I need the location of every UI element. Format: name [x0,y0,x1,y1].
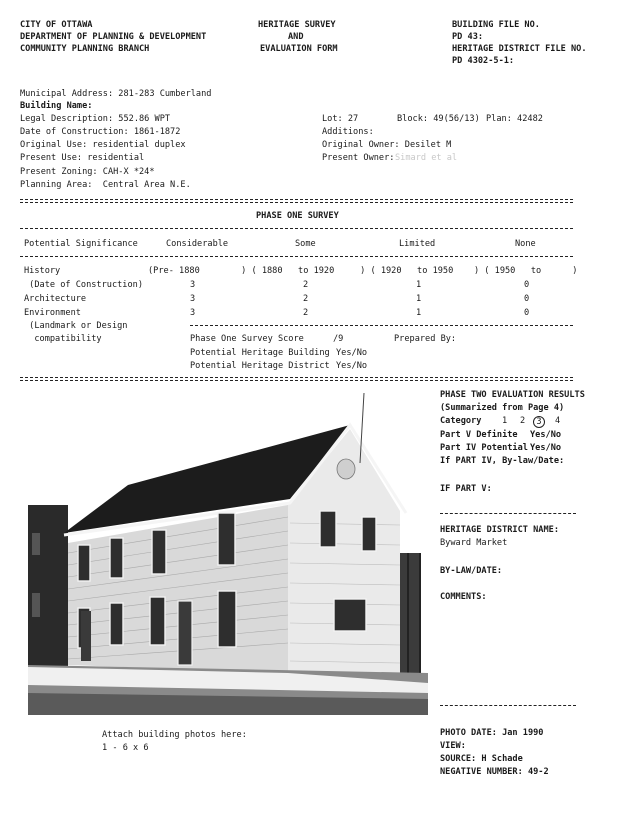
branch-name: COMMUNITY PLANNING BRANCH [20,44,150,54]
bylaw-date: BY-LAW/DATE: [440,566,503,576]
row-label: (Date of Construction) [24,280,143,290]
attach-photos: Attach building photos here: [102,730,247,740]
if-part-iv: If PART IV, By-law/Date: [440,456,565,466]
form-title-2: AND [288,32,304,42]
original-owner: Original Owner: Desilet M [322,140,452,150]
category-option-1: 1 [502,416,508,426]
compatibility-label: compatibility [24,334,102,344]
building-name: Building Name: [20,101,93,111]
original-use: Original Use: residential duplex [20,140,186,150]
lot: Lot: 27 [322,114,359,124]
category-selected-3: 3 [533,416,545,428]
row-label: Environment [24,308,81,318]
additions: Additions: [322,127,374,137]
score-some: 2 [303,294,309,304]
negative-number: NEGATIVE NUMBER: 49-2 [440,767,549,777]
divider [20,377,573,381]
score-some: 2 [303,280,309,290]
category-option-4: 4 [555,416,561,426]
view: VIEW: [440,741,466,751]
block: Block: 49(56/13) [397,114,480,124]
building-file-number: PD 43: [452,32,484,42]
potential-district-label: Potential Heritage District [190,361,330,371]
divider [20,228,573,229]
building-photo [28,393,428,715]
plan: Plan: 42482 [486,114,543,124]
part-v-yesno: Yes/No [530,430,562,440]
divider [20,199,573,203]
if-part-v: IF PART V: [440,484,492,494]
source: SOURCE: H Schade [440,754,523,764]
category-label: Category [440,416,482,426]
photo-size: 1 - 6 x 6 [102,743,149,753]
potential-building-label: Potential Heritage Building [190,348,330,358]
score-limited: 1 [416,294,422,304]
phase-two-summary: (Summarized from Page 4) [440,403,565,413]
phase-two-title: PHASE TWO EVALUATION RESULTS [440,390,585,400]
present-owner: Present Owner: [322,153,395,163]
score-none: 0 [524,280,530,290]
divider [20,256,573,257]
col-limited: Limited [399,239,436,249]
district-file-number: PD 4302-5-1: [452,56,515,66]
score-some: 2 [303,308,309,318]
score-considerable: 3 [190,294,196,304]
planning-area: Planning Area: Central Area N.E. [20,180,191,190]
score-considerable: 3 [190,280,196,290]
form-title-1: HERITAGE SURVEY [258,20,336,30]
row-label: Architecture [24,294,87,304]
divider [440,513,576,514]
score-none: 0 [524,294,530,304]
score-limited: 1 [416,308,422,318]
category-option-3 [533,416,545,428]
landmark-label: (Landmark or Design [24,321,128,331]
part-iv-label: Part IV Potential [440,443,528,453]
potential-building-yesno: Yes/No [336,348,368,358]
history-ranges: (Pre- 1880 ) ( 1880 to 1920 ) ( 1920 to 1950 ) ( 1950 to ) [148,266,578,276]
divider [190,325,573,326]
district-name-label: HERITAGE DISTRICT NAME: [440,525,559,535]
category-option-2: 2 [520,416,526,426]
district-file-label: HERITAGE DISTRICT FILE NO. [452,44,587,54]
score-none: 0 [524,308,530,318]
part-iv-yesno: Yes/No [530,443,562,453]
score-value: /9 [333,334,344,344]
present-owner-value: Simard et al [395,153,458,163]
part-v-label: Part V Definite [440,430,518,440]
present-use: Present Use: residential [20,153,145,163]
date-of-construction: Date of Construction: 1861-1872 [20,127,181,137]
department-name: DEPARTMENT OF PLANNING & DEVELOPMENT [20,32,207,42]
divider [440,705,576,706]
score-limited: 1 [416,280,422,290]
col-considerable: Considerable [166,239,229,249]
comments-label: COMMENTS: [440,592,487,602]
photo-date: PHOTO DATE: Jan 1990 [440,728,544,738]
city-name: CITY OF OTTAWA [20,20,93,30]
score-label: Phase One Survey Score [190,334,304,344]
legal-description: Legal Description: 552.86 WPT [20,114,171,124]
col-none: None [515,239,536,249]
phase-one-title: PHASE ONE SURVEY [256,211,339,221]
district-name: Byward Market [440,538,508,548]
building-file-label: BUILDING FILE NO. [452,20,540,30]
prepared-by: Prepared By: [394,334,457,344]
form-title-3: EVALUATION FORM [260,44,338,54]
score-considerable: 3 [190,308,196,318]
potential-district-yesno: Yes/No [336,361,368,371]
col-some: Some [295,239,316,249]
history-label: History [24,266,61,276]
municipal-address: Municipal Address: 281-283 Cumberland [20,89,212,99]
present-zoning: Present Zoning: CAH-X *24* [20,167,155,177]
col-potential-significance: Potential Significance [24,239,138,249]
